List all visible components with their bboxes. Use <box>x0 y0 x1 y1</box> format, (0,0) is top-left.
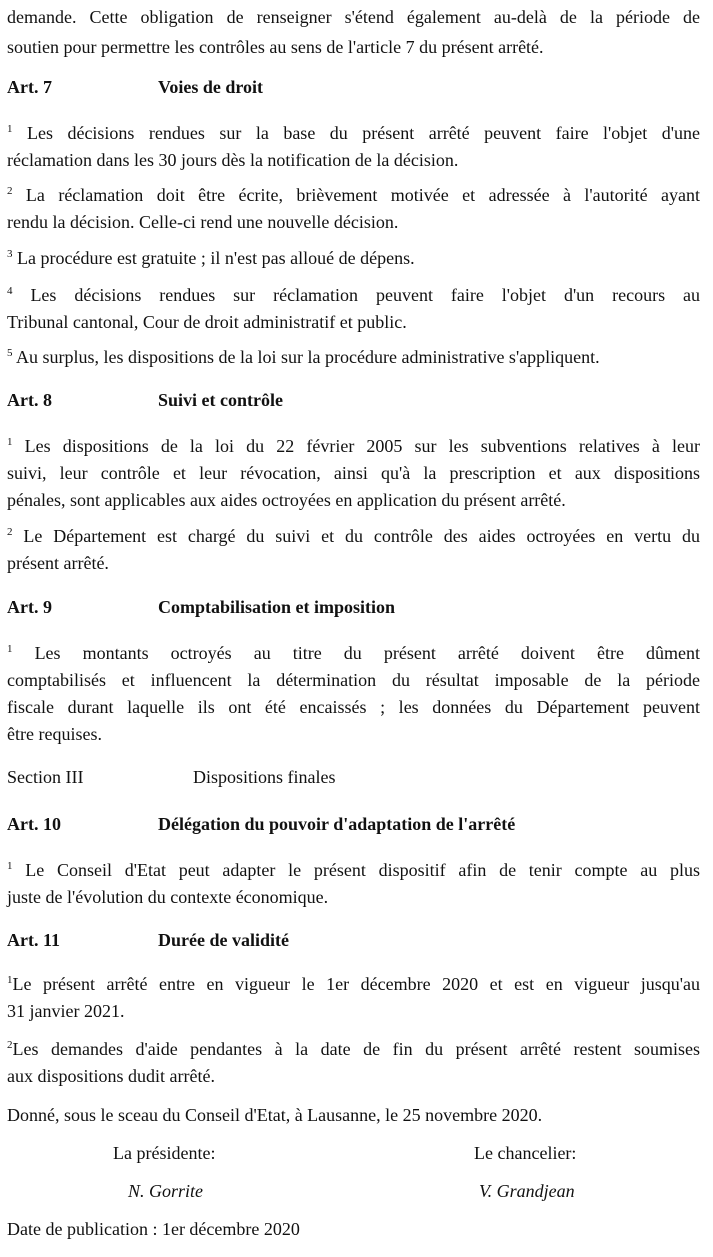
paragraph-number: 1 <box>7 643 13 655</box>
paragraph-text: La procédure est gratuite ; il n'est pas alloué de dépens. <box>17 248 415 268</box>
paragraph-number: 2 <box>7 185 13 197</box>
article-title: Suivi et contrôle <box>158 390 283 410</box>
paragraph-line <box>7 122 700 144</box>
paragraph-text: Le présent arrêté entre en vigueur le 1er décembre 2020 et est en vigueur jusqu'au <box>12 974 700 994</box>
paragraph-text: Au surplus, les dispositions de la loi sur la procédure administrative s'appliquent. <box>16 347 600 367</box>
paragraph-number: 1 <box>7 860 13 872</box>
paragraph-line: aux dispositions dudit arrêté. <box>7 1066 215 1086</box>
paragraph-line: rendu la décision. Celle-ci rend une nouvelle décision. <box>7 212 399 232</box>
paragraph-line: demande. Cette obligation de renseigner s'étend également au-delà de la période de <box>7 7 700 27</box>
paragraph-line: 31 janvier 2021. <box>7 1001 125 1021</box>
article-title: Durée de validité <box>158 930 289 950</box>
paragraph-text: Les décisions rendues sur réclamation peuvent faire l'objet d'un recours au <box>30 285 700 305</box>
paragraph-number: 2 <box>7 526 13 538</box>
paragraph-line <box>7 284 700 306</box>
article-title: Comptabilisation et imposition <box>158 597 396 617</box>
article-number: Art. 8 <box>7 390 52 410</box>
paragraph-number: 5 <box>7 347 13 359</box>
article-number: Art. 11 <box>7 930 60 950</box>
paragraph-line: pénales, sont applicables aux aides octroyées en application du présent arrêté. <box>7 490 566 510</box>
publication-date: Date de publication : 1er décembre 2020 <box>7 1219 300 1239</box>
paragraph-line <box>7 346 700 368</box>
paragraph-text: Les demandes d'aide pendantes à la date de fin du présent arrêté restent soumises <box>12 1039 700 1059</box>
paragraph-line: présent arrêté. <box>7 553 109 573</box>
section-title: Dispositions finales <box>193 767 336 787</box>
paragraph-line: comptabilisés et influencent la détermination du résultat imposable de la période <box>7 670 700 690</box>
paragraph-text: Les dispositions de la loi du 22 février 2005 sur les subventions relatives à leur <box>24 436 701 456</box>
paragraph-line <box>7 642 700 664</box>
paragraph-number: 1 <box>7 974 13 986</box>
president-name: N. Gorrite <box>128 1181 204 1201</box>
paragraph-line: suivi, leur contrôle et leur révocation, ainsi qu'à la prescription et aux dispositions <box>7 463 700 483</box>
paragraph-line <box>7 435 700 457</box>
paragraph-text: Le Conseil d'Etat peut adapter le présent dispositif afin de tenir compte au plus <box>25 860 700 880</box>
paragraph-number: 3 <box>7 248 13 260</box>
article-title: Voies de droit <box>158 77 264 97</box>
chancellor-label: Le chancelier: <box>474 1143 577 1163</box>
paragraph-line: juste de l'évolution du contexte économique. <box>7 887 329 907</box>
paragraph-line <box>7 247 700 269</box>
paragraph-line <box>7 184 700 206</box>
paragraph-line <box>7 525 700 547</box>
president-label: La présidente: <box>113 1143 216 1163</box>
paragraph-number: 1 <box>7 436 13 448</box>
paragraph-number: 1 <box>7 123 13 135</box>
chancellor-name: V. Grandjean <box>479 1181 575 1201</box>
article-number: Art. 10 <box>7 814 61 834</box>
paragraph-line <box>7 973 700 995</box>
paragraph-line: fiscale durant laquelle ils ont été encaissés ; les données du Département peuvent <box>7 697 700 717</box>
paragraph-text: Les décisions rendues sur la base du présent arrêté peuvent faire l'objet d'une <box>26 123 701 143</box>
paragraph-line: soutien pour permettre les contrôles au sens de l'article 7 du présent arrêté. <box>7 37 544 57</box>
paragraph-line <box>7 859 700 881</box>
paragraph-line: Tribunal cantonal, Cour de droit administratif et public. <box>7 312 407 332</box>
paragraph-line: être requises. <box>7 724 102 744</box>
section-number: Section III <box>7 767 84 787</box>
article-title: Délégation du pouvoir d'adaptation de l'arrêté <box>158 814 516 834</box>
paragraph-text: La réclamation doit être écrite, brièvement motivée et adressée à l'autorité ayant <box>25 185 700 205</box>
paragraph-text: Le Département est chargé du suivi et du contrôle des aides octroyées en vertu du <box>23 526 700 546</box>
paragraph-line <box>7 1038 700 1060</box>
paragraph-number: 2 <box>7 1039 13 1051</box>
article-number: Art. 7 <box>7 77 52 97</box>
paragraph-text: Les montants octroyés au titre du présent arrêté doivent être dûment <box>34 643 700 663</box>
paragraph-number: 4 <box>7 285 13 297</box>
closing-statement: Donné, sous le sceau du Conseil d'Etat, à Lausanne, le 25 novembre 2020. <box>7 1105 543 1125</box>
paragraph-line: réclamation dans les 30 jours dès la notification de la décision. <box>7 150 459 170</box>
article-number: Art. 9 <box>7 597 52 617</box>
